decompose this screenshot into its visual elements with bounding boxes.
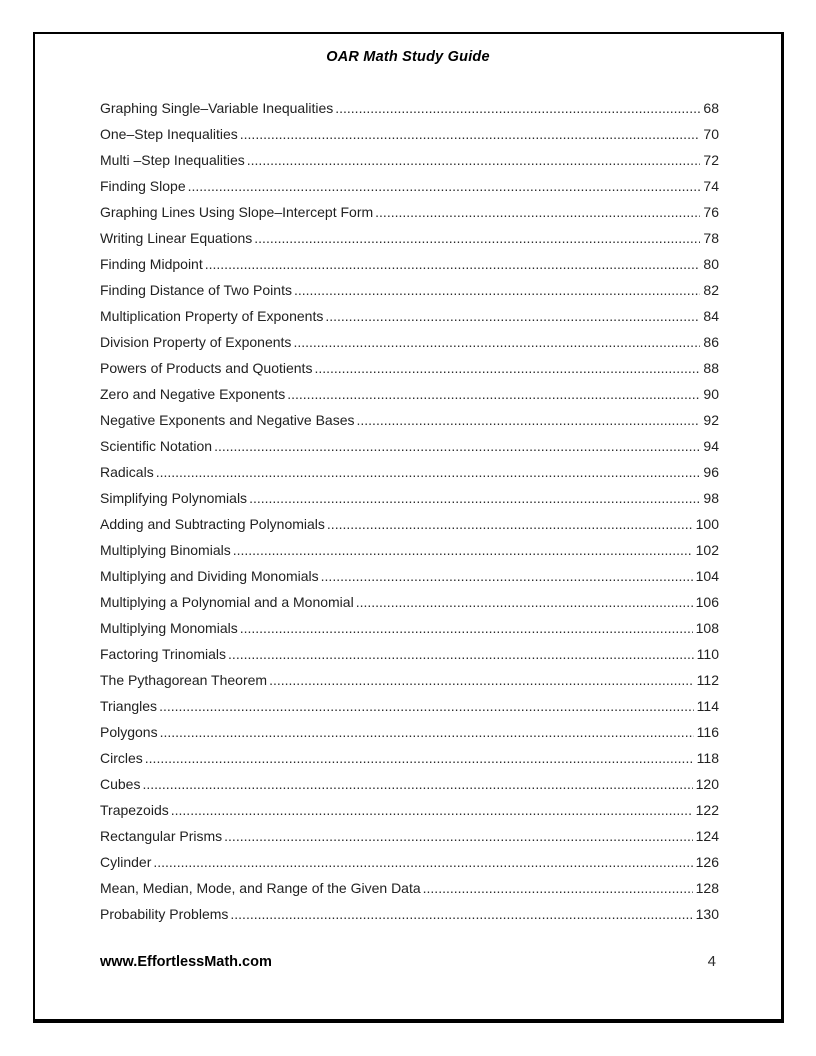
toc-dot-leader: [335, 95, 700, 121]
toc-entry: [100, 849, 719, 875]
toc-entry-page-number: 126: [695, 854, 719, 870]
toc-entry-page-number: 82: [703, 282, 719, 298]
toc-entry: [100, 719, 719, 745]
toc-entry: [100, 303, 719, 329]
toc-entry-label: Graphing Single–Variable Inequalities: [100, 100, 334, 116]
toc-entry: [100, 277, 719, 303]
toc-entry-page-number: 106: [695, 594, 719, 610]
toc-dot-leader: [224, 823, 692, 849]
toc-entry-page-number: 92: [703, 412, 719, 428]
toc-dot-leader: [321, 563, 693, 589]
toc-dot-leader: [156, 459, 701, 485]
toc-dot-leader: [228, 641, 694, 667]
toc-entry-label: Radicals: [100, 464, 154, 480]
toc-dot-leader: [145, 745, 694, 771]
toc-entry: [100, 459, 719, 485]
toc-entry-label: Writing Linear Equations: [100, 230, 253, 246]
toc-entry-page-number: 104: [695, 568, 719, 584]
toc-entry: [100, 797, 719, 823]
toc-dot-leader: [188, 173, 701, 199]
toc-dot-leader: [153, 849, 692, 875]
toc-dot-leader: [205, 251, 701, 277]
toc-entry: [100, 875, 719, 901]
toc-entry: [100, 251, 719, 277]
toc-entry-label: Multiplying Binomials: [100, 542, 231, 558]
toc-dot-leader: [356, 589, 693, 615]
toc-dot-leader: [214, 433, 700, 459]
toc-entry: [100, 95, 719, 121]
toc-entry: [100, 433, 719, 459]
toc-entry-page-number: 124: [695, 828, 719, 844]
toc-entry-page-number: 122: [695, 802, 719, 818]
toc-entry-label: Negative Exponents and Negative Bases: [100, 412, 355, 428]
toc-entry-label: Triangles: [100, 698, 158, 714]
toc-entry: [100, 121, 719, 147]
toc-entry: [100, 823, 719, 849]
toc-entry-page-number: 68: [703, 100, 719, 116]
toc-entry-page-number: 78: [703, 230, 719, 246]
toc-dot-leader: [142, 771, 692, 797]
toc-entry-label: The Pythagorean Theorem: [100, 672, 268, 688]
toc-entry: [100, 381, 719, 407]
toc-entry: [100, 693, 719, 719]
toc-dot-leader: [233, 537, 693, 563]
toc-dot-leader: [247, 147, 701, 173]
toc-entry: [100, 173, 719, 199]
toc-entry-label: Probability Problems: [100, 906, 229, 922]
toc-entry-page-number: 118: [696, 750, 719, 766]
toc-entry-page-number: 90: [703, 386, 719, 402]
toc-entry-page-number: 88: [703, 360, 719, 376]
toc-entry: [100, 355, 719, 381]
toc-entry: [100, 485, 719, 511]
toc-entry-label: Scientific Notation: [100, 438, 213, 454]
toc-dot-leader: [325, 303, 700, 329]
toc-entry: [100, 407, 719, 433]
toc-entry-label: Trapezoids: [100, 802, 169, 818]
toc-dot-leader: [357, 407, 701, 433]
toc-entry: [100, 771, 719, 797]
toc-entry-label: Multi –Step Inequalities: [100, 152, 245, 168]
toc-entry-page-number: 128: [695, 880, 719, 896]
toc-entry-label: Multiplying Monomials: [100, 620, 238, 636]
table-of-contents: [100, 95, 719, 927]
toc-entry: [100, 329, 719, 355]
toc-dot-leader: [314, 355, 700, 381]
toc-entry-page-number: 112: [696, 672, 719, 688]
toc-entry-page-number: 120: [695, 776, 719, 792]
toc-entry: [100, 225, 719, 251]
toc-entry-page-number: 86: [703, 334, 719, 350]
toc-entry-label: Division Property of Exponents: [100, 334, 292, 350]
toc-dot-leader: [327, 511, 693, 537]
toc-entry-label: Finding Distance of Two Points: [100, 282, 292, 298]
toc-entry-page-number: 80: [703, 256, 719, 272]
toc-entry-page-number: 114: [696, 698, 719, 714]
toc-entry-label: Cubes: [100, 776, 141, 792]
document-title: OAR Math Study Guide: [326, 49, 490, 65]
toc-entry-label: Rectangular Prisms: [100, 828, 223, 844]
toc-entry-label: Multiplying and Dividing Monomials: [100, 568, 319, 584]
toc-entry: [100, 745, 719, 771]
toc-entry-page-number: 74: [703, 178, 719, 194]
toc-entry-page-number: 100: [695, 516, 719, 532]
toc-entry-label: Simplifying Polynomials: [100, 490, 248, 506]
toc-entry-label: Zero and Negative Exponents: [100, 386, 286, 402]
toc-entry: [100, 147, 719, 173]
toc-dot-leader: [160, 719, 694, 745]
toc-entry-label: Powers of Products and Quotients: [100, 360, 313, 376]
toc-entry-label: Graphing Lines Using Slope–Intercept Form: [100, 204, 374, 220]
toc-dot-leader: [254, 225, 700, 251]
toc-entry-label: One–Step Inequalities: [100, 126, 238, 142]
toc-entry-label: Circles: [100, 750, 143, 766]
toc-entry-label: Finding Midpoint: [100, 256, 203, 272]
toc-dot-leader: [249, 485, 700, 511]
toc-entry-page-number: 70: [703, 126, 719, 142]
toc-dot-leader: [171, 797, 693, 823]
toc-entry-label: Finding Slope: [100, 178, 186, 194]
toc-entry-page-number: 98: [703, 490, 719, 506]
footer-website: www.EffortlessMath.com: [100, 954, 272, 970]
toc-dot-leader: [159, 693, 694, 719]
toc-entry-label: Adding and Subtracting Polynomials: [100, 516, 325, 532]
toc-entry-page-number: 102: [695, 542, 719, 558]
toc-entry-label: Factoring Trinomials: [100, 646, 227, 662]
toc-dot-leader: [375, 199, 700, 225]
toc-entry-page-number: 108: [695, 620, 719, 636]
toc-entry-page-number: 116: [696, 724, 719, 740]
toc-entry: [100, 589, 719, 615]
toc-dot-leader: [293, 329, 700, 355]
toc-entry: [100, 563, 719, 589]
toc-entry-label: Mean, Median, Mode, and Range of the Given Data: [100, 880, 421, 896]
toc-dot-leader: [269, 667, 694, 693]
toc-entry-page-number: 96: [703, 464, 719, 480]
toc-entry-page-number: 130: [695, 906, 719, 922]
toc-entry-page-number: 72: [703, 152, 719, 168]
toc-entry-page-number: 94: [703, 438, 719, 454]
toc-entry-label: Cylinder: [100, 854, 152, 870]
toc-dot-leader: [240, 615, 693, 641]
toc-entry-label: Polygons: [100, 724, 158, 740]
toc-entry: [100, 537, 719, 563]
toc-entry: [100, 511, 719, 537]
toc-dot-leader: [423, 875, 693, 901]
footer-page-number: 4: [707, 953, 716, 970]
toc-entry-page-number: 76: [703, 204, 719, 220]
toc-dot-leader: [294, 277, 700, 303]
toc-entry: [100, 615, 719, 641]
toc-entry-label: Multiplying a Polynomial and a Monomial: [100, 594, 354, 610]
toc-dot-leader: [287, 381, 700, 407]
toc-entry: [100, 641, 719, 667]
toc-entry-label: Multiplication Property of Exponents: [100, 308, 324, 324]
toc-entry: [100, 901, 719, 927]
toc-entry: [100, 199, 719, 225]
toc-entry: [100, 667, 719, 693]
toc-dot-leader: [240, 121, 701, 147]
toc-entry-page-number: 84: [703, 308, 719, 324]
toc-entry-page-number: 110: [696, 646, 719, 662]
toc-dot-leader: [230, 901, 692, 927]
